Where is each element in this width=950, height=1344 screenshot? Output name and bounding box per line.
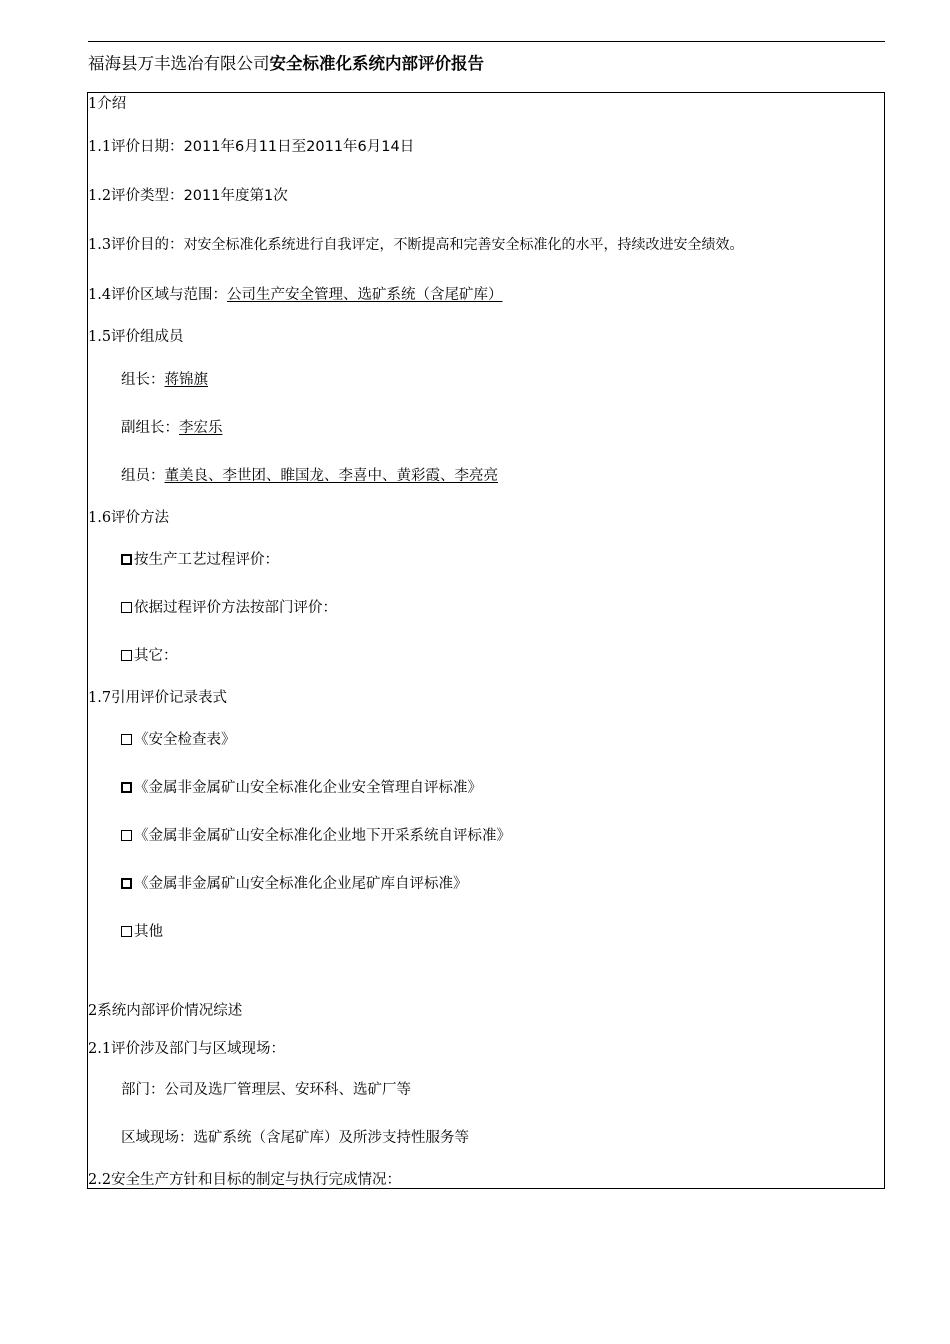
leader-label: 组长： [121, 372, 165, 388]
record-option[interactable] [121, 731, 236, 749]
dept-heading: 2.1评价涉及部门与区域现场： [88, 1041, 286, 1057]
eval-date-label: 1.1评价日期： [88, 139, 184, 155]
checkbox-icon[interactable] [121, 554, 132, 565]
eval-purpose-line [88, 236, 744, 254]
eval-scope-value: 公司生产安全管理、选矿系统（含尾矿库） [227, 287, 503, 303]
eval-type-label: 1.2评价类型： [88, 188, 184, 204]
checkbox-icon[interactable] [121, 830, 132, 841]
header-rule [88, 41, 885, 42]
checkbox-icon[interactable] [121, 878, 132, 889]
section-2-heading: 2系统内部评价情况综述 [88, 1003, 243, 1019]
method-option-label: 按生产工艺过程评价： [134, 552, 279, 568]
policy-heading: 2.2安全生产方针和目标的制定与执行完成情况： [88, 1172, 402, 1188]
report-content-box [87, 92, 885, 1189]
checkbox-icon[interactable] [121, 782, 132, 793]
deputy-value: 李宏乐 [179, 420, 223, 436]
eval-type-line [88, 187, 288, 205]
method-option-label: 其它： [134, 648, 178, 664]
eval-scope-line [88, 286, 503, 304]
method-option[interactable] [121, 647, 178, 665]
record-option[interactable] [121, 779, 482, 797]
members-value: 董美良、李世团、睢国龙、李喜中、黄彩霞、李亮亮 [164, 468, 498, 484]
method-option[interactable] [121, 551, 279, 569]
eval-date-value: 2011年6月11日至2011年6月14日 [183, 139, 415, 155]
checkbox-icon[interactable] [121, 602, 132, 613]
page-title [88, 50, 484, 74]
record-option-label: 《安全检查表》 [134, 732, 236, 748]
eval-purpose-label: 1.3评价目的： [88, 237, 184, 253]
record-option-label: 《金属非金属矿山安全标准化企业尾矿库自评标准》 [134, 876, 468, 892]
members-line [121, 467, 498, 485]
records-heading: 1.7引用评价记录表式 [88, 690, 228, 706]
company-name: 福海县万丰选冶有限公司 [88, 54, 270, 73]
record-option-label: 其他 [134, 924, 163, 940]
eval-purpose-value: 对安全标准化系统进行自我评定，不断提高和完善安全标准化的水平，持续改进安全绩效。 [183, 237, 744, 253]
method-heading: 1.6评价方法 [88, 510, 170, 526]
dept-line: 部门：公司及选厂管理层、安环科、选矿厂等 [121, 1082, 411, 1098]
report-title: 安全标准化系统内部评价报告 [269, 54, 484, 73]
eval-type-value: 2011年度第1次 [183, 188, 288, 204]
section-1-heading: 1介绍 [88, 96, 127, 112]
record-option[interactable] [121, 875, 468, 893]
deputy-line [121, 419, 223, 437]
checkbox-icon[interactable] [121, 734, 132, 745]
area-line: 区域现场：选矿系统（含尾矿库）及所涉支持性服务等 [121, 1130, 469, 1146]
checkbox-icon[interactable] [121, 926, 132, 937]
record-option[interactable] [121, 827, 511, 845]
deputy-label: 副组长： [121, 420, 179, 436]
record-option-label: 《金属非金属矿山安全标准化企业地下开采系统自评标准》 [134, 828, 511, 844]
eval-scope-label: 1.4评价区域与范围： [88, 287, 228, 303]
method-option-label: 依据过程评价方法按部门评价： [134, 600, 337, 616]
team-heading: 1.5评价组成员 [88, 329, 184, 345]
eval-date-line [88, 138, 414, 156]
record-option-label: 《金属非金属矿山安全标准化企业安全管理自评标准》 [134, 780, 482, 796]
checkbox-icon[interactable] [121, 650, 132, 661]
method-option[interactable] [121, 599, 337, 617]
record-option[interactable] [121, 923, 163, 941]
leader-value: 蒋锦旗 [164, 372, 208, 388]
leader-line [121, 371, 208, 389]
members-label: 组员： [121, 468, 165, 484]
